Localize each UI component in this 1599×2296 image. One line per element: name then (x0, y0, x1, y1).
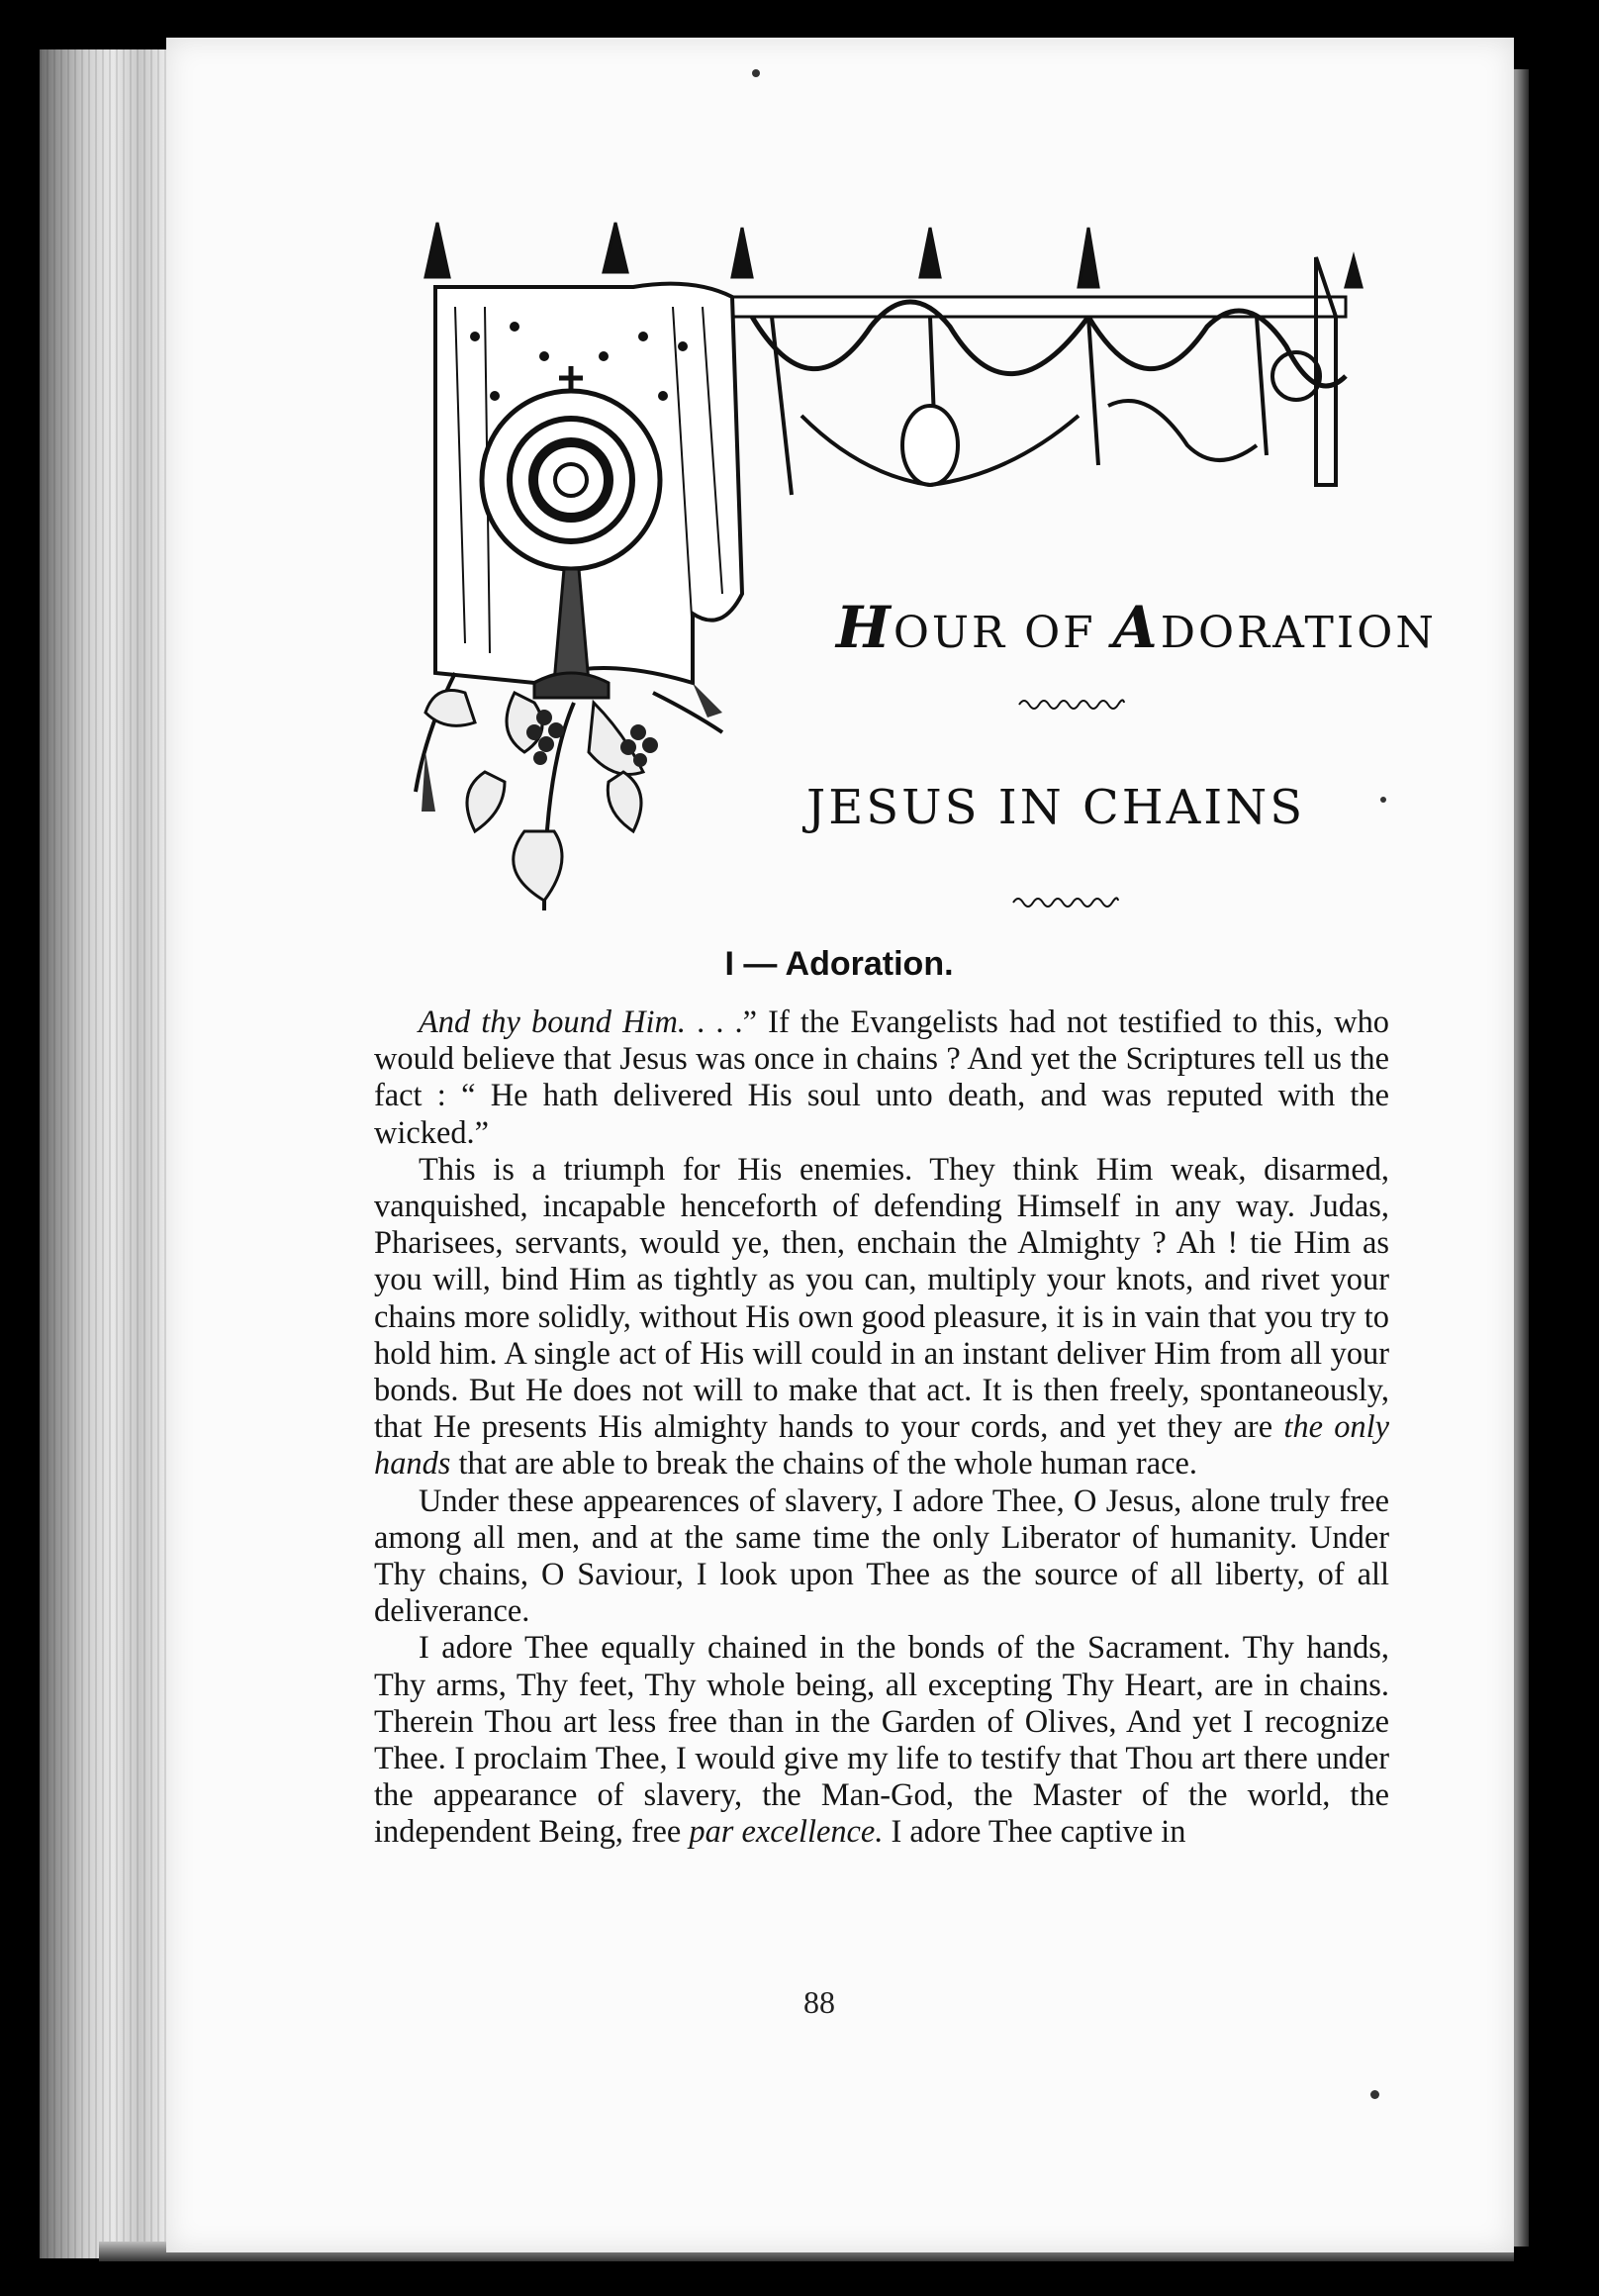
paragraph-4-text-b: I adore Thee captive in (883, 1814, 1186, 1851)
paragraph-2-italic: the only hands (374, 1409, 1389, 1483)
ink-speck (1380, 797, 1386, 803)
part-title-text-1: OUR OF (893, 608, 1113, 658)
page-edge-lines (40, 49, 173, 2258)
paragraph-3: Under these appearences of slavery, I adore Thee, O Jesus, alone truly free among all men, and at the same time the only Liberator of humanity. Under Thy chains, O Saviour, I look upon Thee as the source of all liberty, of all deliverance. (374, 1483, 1389, 1630)
page-number: 88 (803, 1984, 835, 2020)
body-text (374, 1004, 1389, 1852)
paragraph-4-italic: par excellence. (689, 1814, 884, 1851)
paragraph-2-text-b: that are able to break the chains of the whole human race. (450, 1446, 1197, 1483)
section-heading: I — Adoration. (724, 945, 954, 983)
grape-vine-icon (416, 673, 722, 910)
paragraph-1-italic: And thy bound Him. (419, 1004, 686, 1040)
paragraph-2 (374, 1152, 1389, 1483)
paragraph-1 (374, 1004, 1389, 1152)
paragraph-2-text-a: This is a triumph for His enemies. They think Him weak, disarmed, vanquished, incapable henceforth of defending Himself in any way. Judas, Pharisees, servants, would ye, then, enchain the Almighty ? Ah ! tie Him as you will, bind Him as tightly as you can, multiply your knots, and rivet your chains more solidly, without His own good pleasure, it is in vain that you try to hold him. A single act of His will could in an instant deliver Him from all your bonds. But He does not will to make that act. It is then freely, spontaneously, that He presents His almighty hands to your cords, and yet they are (374, 1151, 1389, 1446)
paragraph-1-text: . . .” If the Evangelists had not testified to this, who would believe that Jesus was once in chains ? And yet the Scriptures tell us the fact : “ He hath delivered His soul unto death, and was reputed with the wicked.” (374, 1004, 1389, 1151)
book-page-edges (40, 49, 173, 2258)
ink-speck (752, 69, 760, 77)
main-title: JESUS IN CHAINS (806, 780, 1306, 835)
part-title-initial-h: H (836, 594, 894, 661)
ink-speck (1370, 2090, 1379, 2099)
paragraph-4-text-a: I adore Thee equally chained in the bonds of the Sacrament. Thy hands, Thy arms, Thy feet, Thy whole being, all excepting Thy Heart, are in chains. Therein Thou art less free than in the Garden of Olives, And yet I recognize Thee. I proclaim Thee, I would give my life to testify that Thou art there under the appearance of slavery, the Man-God, the Master of the world, the independent Being, free (374, 1630, 1389, 1851)
squiggle-divider-icon (1011, 893, 1120, 909)
part-title-text-2: DORATION (1160, 608, 1437, 658)
paragraph-4 (374, 1630, 1389, 1851)
squiggle-divider-icon (1017, 695, 1126, 711)
part-title-initial-a: A (1112, 594, 1161, 661)
part-title (836, 594, 1437, 661)
